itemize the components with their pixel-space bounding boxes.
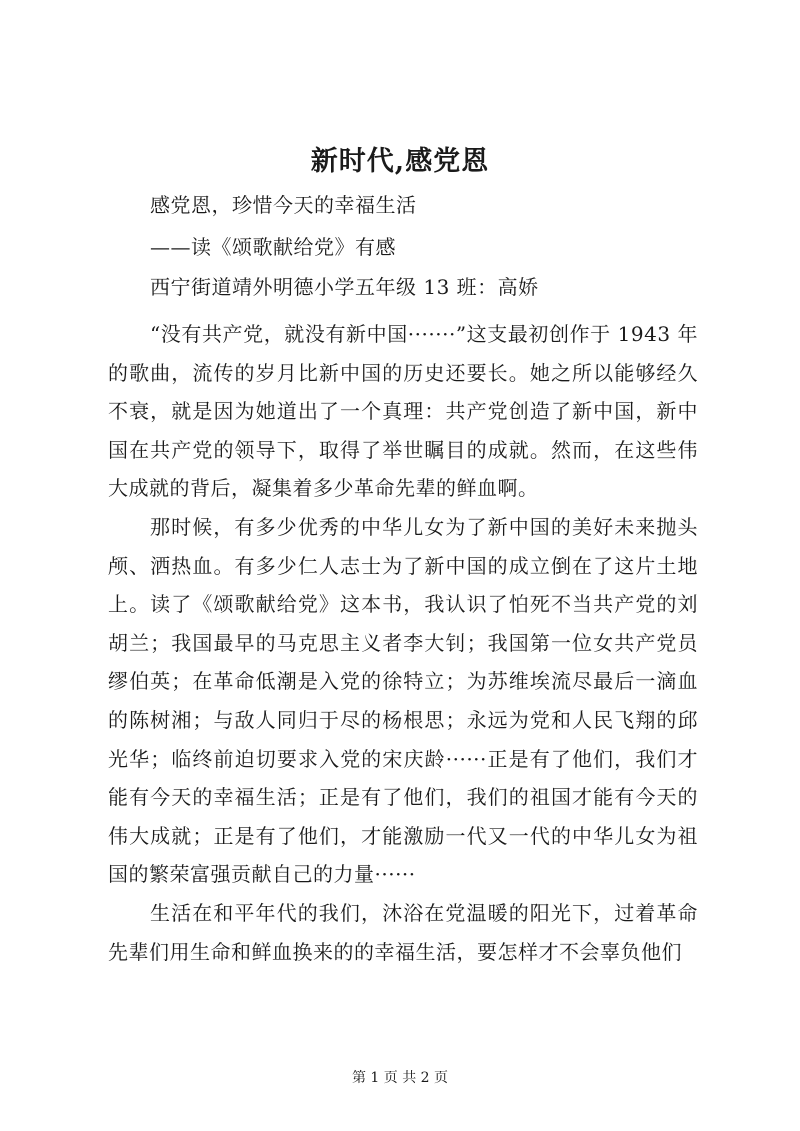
document-title: 新时代,感党恩 — [310, 146, 490, 177]
document-body — [108, 315, 698, 971]
body-paragraph-2: 那时候，有多少优秀的中华儿女为了新中国的美好未来抛头颅、洒热血。有多少仁人志士为了新中国的成立倒在了这片土地上。读了《颂歌献给党》这本书，我认识了怕死不当共产党的刘胡兰；我国最早的马克思主义者李大钊；我国第一位女共产党员缪伯英；在革命低潮是入党的徐特立；为苏维埃流尽最后一滴血的陈树湘；与敌人同归于尽的杨根思；永远为党和人民飞翔的邱光华；临终前迫切要求入党的宋庆龄······正是有了他们，我们才能有今天的幸福生活；正是有了他们，我们的祖国才能有今天的伟大成就；正是有了他们，才能激励一代又一代的中华儿女为祖国的繁荣富强贡献自己的力量······ — [108, 514, 698, 887]
body-paragraph-1: “没有共产党，就没有新中国·······”这支最初创作于 1943 年的歌曲，流传的岁月比新中国的历史还要长。她之所以能够经久不衰，就是因为她道出了一个真理：共产党创造了新中国，新中国在共产党的领导下，取得了举世瞩目的成就。然而，在这些伟大成就的背后，凝集着多少革命先辈的鲜血啊。 — [108, 322, 698, 501]
document-subtitle: 感党恩，珍惜今天的幸福生活 — [150, 193, 417, 217]
page-number-footer: 第 1 页 共 2 页 — [351, 1070, 449, 1086]
document-author: 西宁街道靖外明德小学五年级 13 班：高娇 — [150, 275, 539, 299]
document-byline: ——读《颂歌献给党》有感 — [150, 235, 396, 259]
body-paragraph-3: 生活在和平年代的我们，沐浴在党温暖的阳光下，过着革命先辈们用生命和鲜血换来的的幸福生活，要怎样才不会辜负他们 — [108, 900, 698, 964]
